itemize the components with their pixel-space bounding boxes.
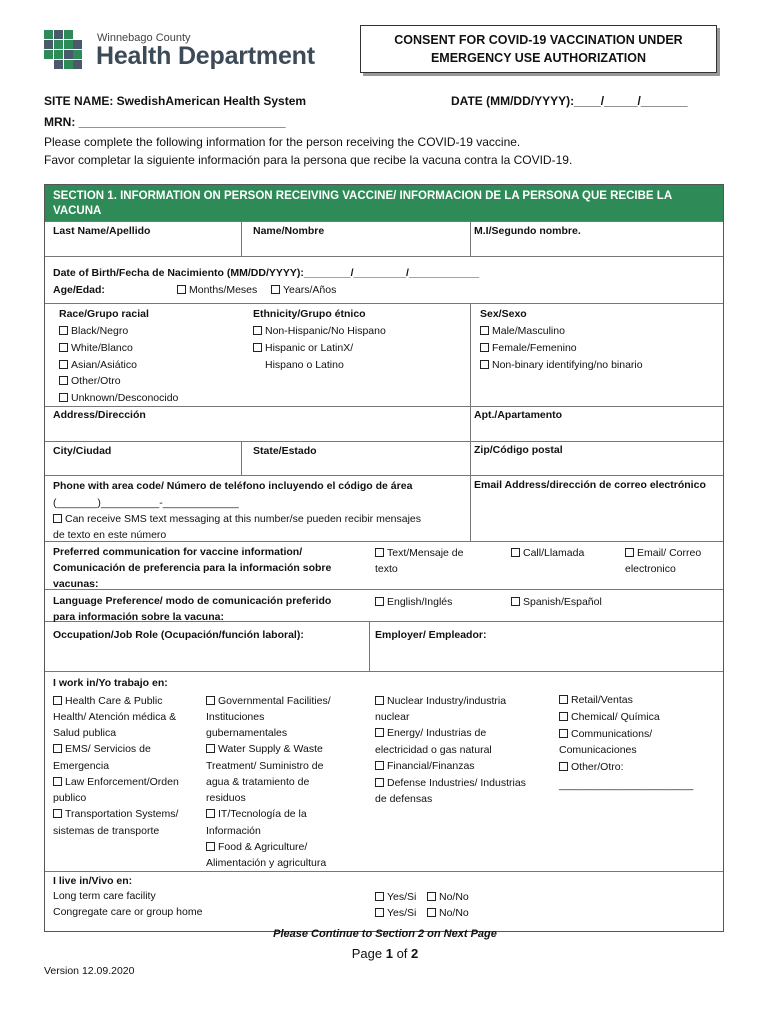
- work-option-cont: Health/ Atención médica &: [53, 711, 177, 723]
- section1-header: [45, 185, 723, 221]
- race-option[interactable]: [59, 373, 121, 389]
- phone-field[interactable]: (_______)__________-_____________: [53, 497, 239, 509]
- pref-email-label: Email/ Correo: [637, 547, 702, 559]
- checkbox-icon[interactable]: [253, 343, 262, 352]
- work-option-label: Financial/Finanzas: [387, 760, 475, 772]
- work-option-label: Chemical/ Química: [571, 711, 660, 723]
- org-name: Health Department: [96, 42, 315, 70]
- race-option[interactable]: [59, 390, 178, 406]
- sms-option-label: Can receive SMS text messaging at this number/se pueden recibir mensajes: [65, 513, 422, 525]
- lang-english-label: English/Inglés: [387, 596, 453, 608]
- sms-option-cont: de texto en este número: [53, 529, 167, 541]
- no-label: No/No: [439, 907, 469, 919]
- employer-field[interactable]: Employer/ Empleador:: [375, 629, 487, 641]
- work-other-field[interactable]: _______________________: [559, 779, 694, 791]
- zip-field[interactable]: Zip/Código postal: [474, 444, 563, 456]
- race-option[interactable]: [59, 340, 133, 356]
- sex-option[interactable]: [480, 323, 565, 339]
- live-congregate-label: Congregate care or group home: [53, 906, 203, 918]
- checkbox-icon[interactable]: [59, 393, 68, 402]
- work-option-cont: de defensas: [375, 793, 433, 805]
- intro-english: Please complete the following information for the person receiving the COVID-19 vaccine.: [44, 135, 521, 149]
- form-title-line2: EMERGENCY USE AUTHORIZATION: [430, 51, 647, 65]
- checkbox-icon[interactable]: [59, 343, 68, 352]
- checkbox-icon[interactable]: [375, 761, 384, 770]
- work-option-label: Law Enforcement/Orden: [65, 776, 179, 788]
- sex-option-label: Female/Femenino: [492, 342, 577, 354]
- page-number: [0, 946, 770, 961]
- work-option-label: Communications/: [571, 728, 653, 740]
- yes-label: Yes/Si: [387, 907, 417, 919]
- race-option[interactable]: [59, 323, 128, 339]
- occupation-field[interactable]: Occupation/Job Role (Ocupación/función laboral):: [53, 629, 304, 641]
- work-option[interactable]: [206, 741, 323, 757]
- checkbox-icon[interactable]: [206, 744, 215, 753]
- work-option[interactable]: [559, 692, 633, 708]
- phone-label: Phone with area code/ Número de teléfono incluyendo el código de área: [53, 480, 413, 492]
- lang-spanish-label: Spanish/Español: [523, 596, 602, 608]
- work-option[interactable]: [375, 693, 506, 709]
- checkbox-icon[interactable]: [511, 597, 520, 606]
- work-option[interactable]: [559, 759, 624, 775]
- checkbox-icon[interactable]: [375, 548, 384, 557]
- pref-comm-label-2: Comunicación de preferencia para la información sobre: [53, 562, 332, 574]
- ethnicity-option-label: Hispanic or LatinX/: [265, 342, 354, 354]
- checkbox-icon[interactable]: [559, 712, 568, 721]
- state-field[interactable]: State/Estado: [253, 445, 317, 457]
- pref-email-cont: electronico: [625, 563, 676, 575]
- checkbox-icon[interactable]: [59, 326, 68, 335]
- race-option-label: Asian/Asiático: [71, 359, 137, 371]
- live-ltc-yes[interactable]: [375, 889, 416, 905]
- work-option-label: Transportation Systems/: [65, 808, 179, 820]
- work-option[interactable]: [53, 806, 178, 822]
- date-field[interactable]: DATE (MM/DD/YYYY):____/_____/_______: [451, 94, 688, 108]
- sex-label: Sex/Sexo: [480, 308, 527, 320]
- age-years-option[interactable]: [271, 282, 336, 298]
- live-ltc-label: Long term care facility: [53, 890, 156, 902]
- no-label: No/No: [439, 891, 469, 903]
- org-county: Winnebago County: [97, 32, 191, 44]
- race-label: Race/Grupo racial: [59, 308, 149, 320]
- work-option-label: Retail/Ventas: [571, 694, 633, 706]
- checkbox-icon[interactable]: [427, 892, 436, 901]
- checkbox-icon[interactable]: [375, 597, 384, 606]
- sex-option[interactable]: [480, 357, 643, 373]
- checkbox-icon[interactable]: [53, 514, 62, 523]
- sex-option[interactable]: [480, 340, 577, 356]
- work-option[interactable]: [375, 758, 475, 774]
- work-option[interactable]: [53, 741, 151, 757]
- checkbox-icon[interactable]: [59, 360, 68, 369]
- work-option-cont: sistemas de transporte: [53, 825, 160, 837]
- checkbox-icon[interactable]: [375, 908, 384, 917]
- checkbox-icon[interactable]: [53, 777, 62, 786]
- ethnicity-label: Ethnicity/Grupo étnico: [253, 308, 366, 320]
- checkbox-icon[interactable]: [53, 744, 62, 753]
- section1-title-line2: VACUNA: [53, 205, 102, 217]
- work-option[interactable]: [206, 839, 307, 855]
- checkbox-icon[interactable]: [375, 696, 384, 705]
- live-ltc-no[interactable]: [427, 889, 469, 905]
- work-option-cont: Información: [206, 825, 261, 837]
- dob-field[interactable]: Date of Birth/Fecha de Nacimiento (MM/DD/YYYY):________/_________/____________: [53, 267, 480, 279]
- work-option-label: Defense Industries/ Industrias: [387, 777, 526, 789]
- sex-option-label: Male/Masculino: [492, 325, 565, 337]
- checkbox-icon[interactable]: [559, 729, 568, 738]
- pref-comm-label-3: vacunas:: [53, 578, 99, 590]
- work-option-cont: Emergencia: [53, 760, 110, 772]
- address-field[interactable]: Address/Dirección: [53, 409, 146, 421]
- age-months-label: Months/Meses: [189, 284, 258, 296]
- pref-text-option[interactable]: [375, 545, 463, 561]
- checkbox-icon[interactable]: [206, 696, 215, 705]
- work-option-cont: gubernamentales: [206, 727, 288, 739]
- work-option-cont: Alimentación y agricultura: [206, 857, 327, 869]
- checkbox-icon[interactable]: [177, 285, 186, 294]
- health-department-logo-icon: [44, 30, 82, 70]
- checkbox-icon[interactable]: [59, 376, 68, 385]
- work-option[interactable]: [559, 709, 660, 725]
- middle-initial-field[interactable]: M.I/Segundo nombre.: [474, 225, 581, 237]
- age-months-option[interactable]: [177, 282, 257, 298]
- sms-option[interactable]: [53, 511, 421, 527]
- ethnicity-option[interactable]: [253, 323, 386, 339]
- section1-form: [44, 184, 724, 932]
- live-congregate-no[interactable]: [427, 905, 469, 921]
- checkbox-icon[interactable]: [375, 778, 384, 787]
- race-option-label: White/Blanco: [71, 342, 133, 354]
- work-option[interactable]: [375, 775, 526, 791]
- work-option-label: EMS/ Servicios de: [65, 743, 151, 755]
- work-option-cont: publico: [53, 792, 87, 804]
- checkbox-icon[interactable]: [427, 908, 436, 917]
- pref-text-label: Text/Mensaje de: [387, 547, 464, 559]
- work-option-cont: residuos: [206, 792, 246, 804]
- checkbox-icon[interactable]: [480, 360, 489, 369]
- work-option[interactable]: [53, 774, 179, 790]
- checkbox-icon[interactable]: [625, 548, 634, 557]
- work-option-cont: agua & tratamiento de: [206, 776, 310, 788]
- checkbox-icon[interactable]: [511, 548, 520, 557]
- work-label: I work in/Yo trabajo en:: [53, 677, 168, 689]
- work-option-cont: Comunicaciones: [559, 744, 637, 756]
- race-option-label: Black/Negro: [71, 325, 129, 337]
- checkbox-icon[interactable]: [480, 326, 489, 335]
- checkbox-icon[interactable]: [559, 695, 568, 704]
- live-congregate-yes[interactable]: [375, 905, 416, 921]
- page-prefix: Page: [351, 946, 386, 961]
- form-title-box: [360, 25, 717, 73]
- page-current: 1: [385, 946, 393, 961]
- mrn-field[interactable]: MRN: _______________________________: [44, 115, 286, 129]
- work-option-label: Nuclear Industry/industria: [387, 695, 507, 707]
- work-option[interactable]: [53, 693, 162, 709]
- work-option-cont: electricidad o gas natural: [375, 744, 492, 756]
- checkbox-icon[interactable]: [53, 809, 62, 818]
- version-label: Version 12.09.2020: [44, 965, 135, 977]
- continue-note: Please Continue to Section 2 on Next Page: [273, 928, 497, 940]
- live-label: I live in/Vivo en:: [53, 875, 133, 887]
- sex-option-label: Non-binary identifying/no binario: [492, 359, 643, 371]
- work-option-cont: Treatment/ Suministro de: [206, 760, 324, 772]
- email-field[interactable]: Email Address/dirección de correo electrónico: [474, 479, 706, 491]
- race-option-label: Other/Otro: [71, 375, 121, 387]
- lang-english-option[interactable]: [375, 594, 452, 610]
- work-option[interactable]: [206, 806, 307, 822]
- work-option-label: Water Supply & Waste: [218, 743, 323, 755]
- section1-title-line1: SECTION 1. INFORMATION ON PERSON RECEIVING VACCINE/ INFORMACION DE LA PERSONA QUE RECIBE LA: [53, 190, 673, 202]
- yes-label: Yes/Si: [387, 891, 417, 903]
- ethnicity-option-label: Non-Hispanic/No Hispano: [265, 325, 386, 337]
- work-option-cont: Salud publica: [53, 727, 117, 739]
- site-name: SITE NAME: SwedishAmerican Health System: [44, 94, 307, 108]
- work-option[interactable]: [559, 726, 652, 742]
- age-years-label: Years/Años: [283, 284, 337, 296]
- work-option-label: Health Care & Public: [65, 695, 163, 707]
- age-label: Age/Edad:: [53, 284, 105, 296]
- checkbox-icon[interactable]: [53, 696, 62, 705]
- work-option-label: Energy/ Industrias de: [387, 727, 487, 739]
- page-of: of: [392, 946, 412, 961]
- work-option[interactable]: [206, 693, 331, 709]
- checkbox-icon[interactable]: [206, 842, 215, 851]
- last-name-field[interactable]: Last Name/Apellido: [53, 225, 151, 237]
- pref-text-cont: texto: [375, 563, 398, 575]
- race-option-label: Unknown/Desconocido: [71, 392, 179, 404]
- ethnicity-option-cont: Hispano o Latino: [265, 359, 344, 371]
- first-name-field[interactable]: Name/Nombre: [253, 225, 325, 237]
- race-option[interactable]: [59, 357, 137, 373]
- pref-comm-label-1: Preferred communication for vaccine information/: [53, 546, 303, 558]
- checkbox-icon[interactable]: [559, 762, 568, 771]
- checkbox-icon[interactable]: [375, 728, 384, 737]
- pref-call-option[interactable]: [511, 545, 584, 561]
- lang-label-1: Language Preference/ modo de comunicación preferido: [53, 595, 332, 607]
- form-title-line1: CONSENT FOR COVID-19 VACCINATION UNDER: [394, 33, 683, 47]
- work-option-cont: Instituciones: [206, 711, 265, 723]
- checkbox-icon[interactable]: [253, 326, 262, 335]
- checkbox-icon[interactable]: [206, 809, 215, 818]
- pref-call-label: Call/Llamada: [523, 547, 585, 559]
- lang-spanish-option[interactable]: [511, 594, 602, 610]
- apt-field[interactable]: Apt./Apartamento: [474, 409, 563, 421]
- checkbox-icon[interactable]: [480, 343, 489, 352]
- work-option-label: Food & Agriculture/: [218, 841, 308, 853]
- checkbox-icon[interactable]: [375, 892, 384, 901]
- city-field[interactable]: City/Ciudad: [53, 445, 112, 457]
- work-option-cont: nuclear: [375, 711, 410, 723]
- work-option-label: Governmental Facilities/: [218, 695, 331, 707]
- work-option-label: IT/Tecnología de la: [218, 808, 307, 820]
- checkbox-icon[interactable]: [271, 285, 280, 294]
- work-option[interactable]: [375, 725, 486, 741]
- work-option-label: Other/Otro:: [571, 761, 624, 773]
- page-total: 2: [411, 946, 419, 961]
- ethnicity-option[interactable]: [253, 340, 353, 356]
- lang-label-2: para información sobre la vacuna:: [53, 611, 224, 623]
- pref-email-option[interactable]: [625, 545, 701, 561]
- intro-spanish: Favor completar la siguiente información para la persona que recibe la vacuna contra la COVID-19.: [44, 153, 573, 167]
